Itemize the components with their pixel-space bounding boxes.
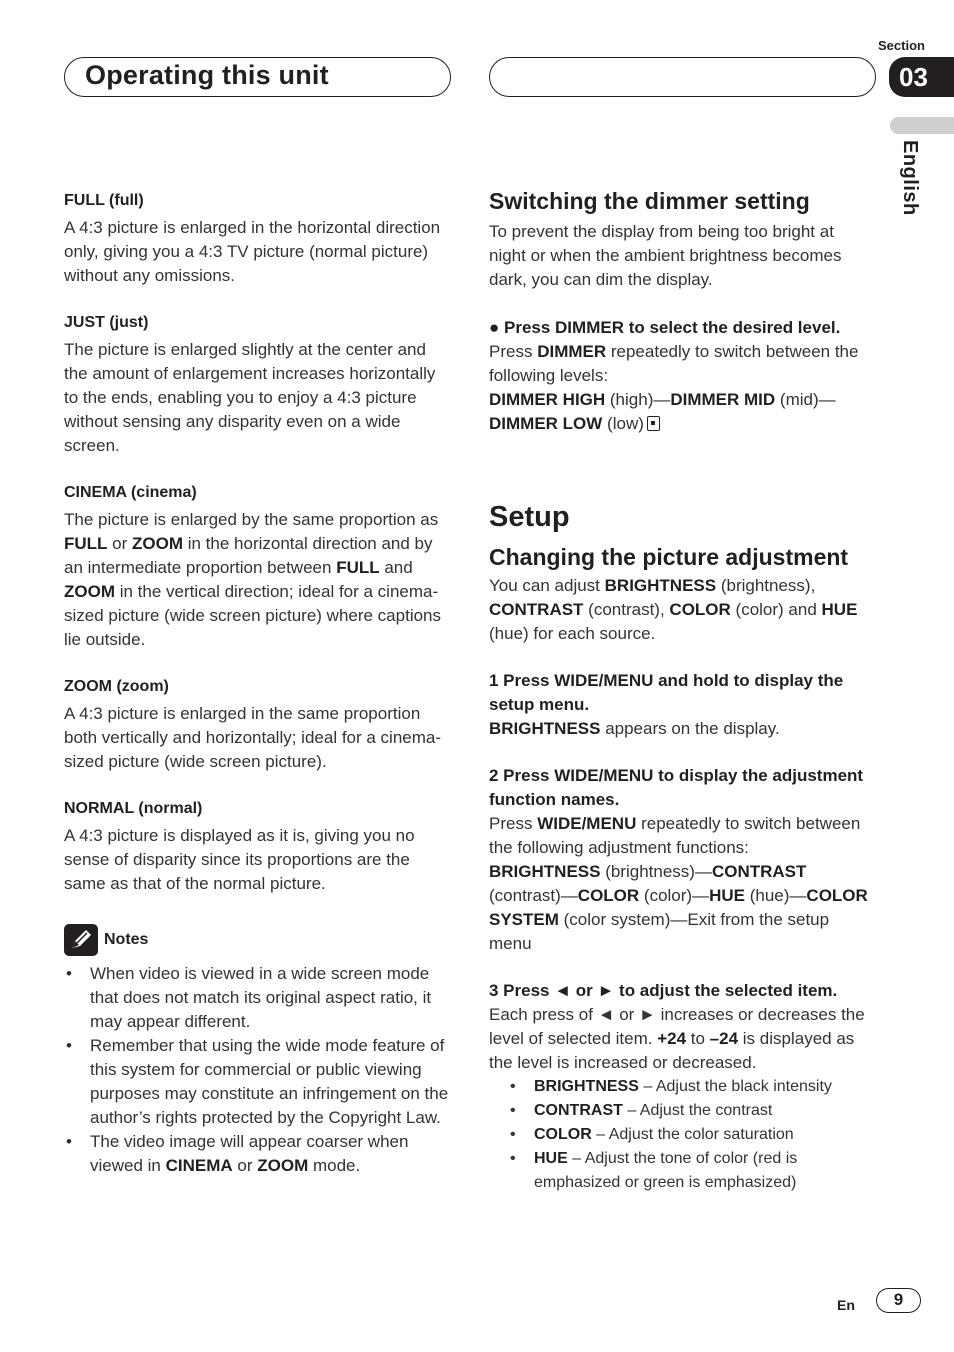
full-heading: FULL (full): [64, 192, 144, 209]
dimmer-heading: Switching the dimmer setting: [489, 188, 810, 214]
language-label: English: [899, 140, 921, 216]
step-3: 3 Press ◄ or ► to adjust the selected item.: [489, 981, 838, 1000]
language-tab: [890, 117, 954, 134]
step-2-functions: BRIGHTNESS (brightness)—CONTRAST (contrast)—COLOR (color)—HUE (hue)—COLOR SYSTEM (color system)—Exit from the setup menu: [489, 862, 868, 953]
zoom-text: A 4:3 picture is enlarged in the same proportion both vertically and horizontally; ideal for a cinema-sized picture (wide screen picture).: [64, 704, 442, 771]
title-bar: [64, 57, 451, 97]
cinema-text: The picture is enlarged by the same proportion as FULL or ZOOM in the horizontal direction and by an intermediate proportion between FULL and ZOOM in the vertical direction; ideal for a cinema-sized picture (wide screen picture) where captions lie outside.: [64, 510, 442, 649]
step-1: 1 Press WIDE/MENU and hold to display the setup menu.: [489, 671, 844, 714]
note-item: • When video is viewed in a wide screen mode that does not match its original aspect ratio, it may appear different.: [64, 962, 454, 1034]
just-heading: JUST (just): [64, 314, 149, 331]
picture-adjust-intro: You can adjust BRIGHTNESS (brightness), CONTRAST (contrast), COLOR (color) and HUE (hue) for each source.: [489, 576, 858, 643]
cinema-heading: CINEMA (cinema): [64, 484, 197, 501]
note-item: • Remember that using the wide mode feature of this system for commercial or public viewing purposes may constitute an infringement on the author’s rights protected by the Copyright Law.: [64, 1034, 454, 1130]
section-number: 03: [889, 57, 954, 97]
page-title: Operating this unit: [85, 60, 329, 90]
step-1-text: BRIGHTNESS appears on the display.: [489, 719, 780, 738]
notes-section: [64, 924, 454, 1178]
just-section: [64, 312, 454, 458]
dimmer-instruction: Press DIMMER repeatedly to switch between the following levels:: [489, 342, 859, 385]
step-2-text: Press WIDE/MENU repeatedly to switch between the following adjustment functions:: [489, 814, 861, 857]
page-number: 9: [876, 1288, 921, 1313]
adjust-item: • CONTRAST – Adjust the contrast: [508, 1099, 874, 1123]
setup-title: Setup: [489, 501, 570, 533]
adjust-item: • BRIGHTNESS – Adjust the black intensity: [508, 1075, 874, 1099]
cinema-section: [64, 482, 454, 652]
full-text: A 4:3 picture is enlarged in the horizontal direction only, giving you a 4:3 TV picture (normal picture) without any omissions.: [64, 218, 441, 285]
adjust-item: • HUE – Adjust the tone of color (red is emphasized or green is emphasized): [508, 1147, 874, 1195]
dimmer-step: ● Press DIMMER to select the desired level.: [489, 318, 841, 337]
just-text: The picture is enlarged slightly at the center and the amount of enlargement increases horizontally to the ends, enabling you to enjoy a 4:3 picture without sensing any disparity even on a wide screen.: [64, 340, 436, 455]
normal-text: A 4:3 picture is displayed as it is, giving you no sense of disparity since its proportions are the same as that of the normal picture.: [64, 826, 415, 893]
full-section: [64, 190, 454, 288]
footer-lang-code: En: [837, 1297, 855, 1313]
step-2: 2 Press WIDE/MENU to display the adjustment function names.: [489, 766, 864, 809]
dimmer-intro: To prevent the display from being too bright at night or when the ambient brightness becomes dark, you can dim the display.: [489, 222, 842, 289]
step-3-text: Each press of ◄ or ► increases or decreases the level of selected item. +24 to –24 is displayed as the level is increased or decreased.: [489, 1005, 865, 1072]
notes-list: [64, 962, 454, 1178]
normal-heading: NORMAL (normal): [64, 800, 203, 817]
notes-heading: Notes: [104, 931, 149, 948]
zoom-section: [64, 676, 454, 774]
end-mark-icon: [647, 416, 660, 431]
right-column: [489, 186, 874, 1195]
section-label: Section: [878, 38, 925, 53]
adjust-items-list: [508, 1075, 874, 1195]
picture-adjust-heading: Changing the picture adjustment: [489, 544, 849, 570]
zoom-heading: ZOOM (zoom): [64, 678, 169, 695]
dimmer-levels: DIMMER HIGH (high)—DIMMER MID (mid)—DIMMER LOW (low): [489, 390, 836, 433]
left-column: [64, 190, 454, 1178]
title-bar-right: [489, 57, 876, 97]
normal-section: [64, 798, 454, 896]
notes-header: [64, 924, 454, 956]
adjust-item: • COLOR – Adjust the color saturation: [508, 1123, 874, 1147]
note-item: • The video image will appear coarser when viewed in CINEMA or ZOOM mode.: [64, 1130, 454, 1178]
pencil-icon: [64, 924, 98, 956]
